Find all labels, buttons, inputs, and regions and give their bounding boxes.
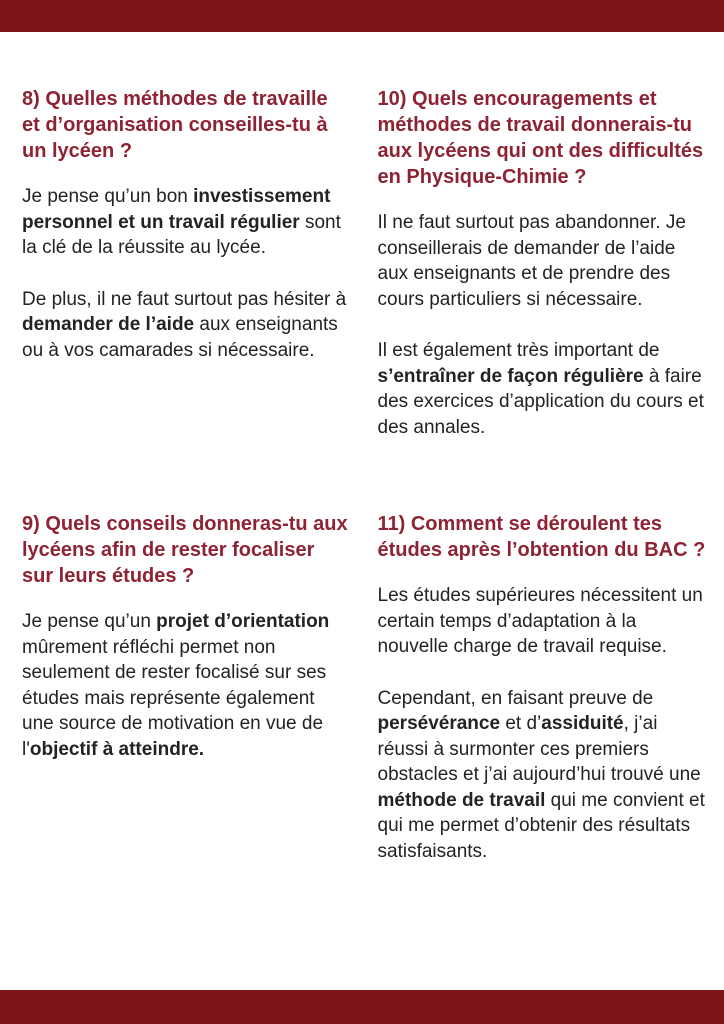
question-8-answer-paragraph-2: De plus, il ne faut surtout pas hésiter à demander de l’aide aux enseignants ou à vos camarades si nécessaire. bbox=[22, 288, 347, 361]
question-10-heading: 10) Quels encouragements et méthodes de travail donnerais-tu aux lycéens qui ont des difficultés en Physique-Chimie ? bbox=[377, 88, 704, 188]
question-11-answer-paragraph-1: Les études supérieures nécessitent un certain temps d’adaptation à la nouvelle charge de travail requise. bbox=[377, 585, 703, 657]
section-question-11 bbox=[378, 511, 707, 864]
bottom-border-band bbox=[0, 990, 724, 1024]
section-question-10 bbox=[378, 86, 707, 511]
question-8-answer-paragraph-1: Je pense qu’un bon investissement personnel et un travail régulier sont la clé de la réussite au lycée. bbox=[22, 186, 341, 258]
section-question-9 bbox=[22, 511, 351, 864]
question-10-answer-paragraph-1: Il ne faut surtout pas abandonner. Je conseillerais de demander de l’aide aux enseignants et de prendre des cours particuliers si nécessaire. bbox=[377, 212, 686, 310]
question-11-answer-paragraph-2: Cependant, en faisant preuve de persévérance et d’assiduité, j’ai réussi à surmonter ces premiers obstacles et j’ai aujourd’hui trouvé une méthode de travail qui me convient et qui me permet d’obtenir des résultats satisfaisants. bbox=[377, 687, 705, 862]
question-11-heading: 11) Comment se déroulent tes études après l’obtention du BAC ? bbox=[377, 513, 706, 561]
question-9-answer-paragraph-1: Je pense qu’un projet d’orientation mûrement réfléchi permet non seulement de rester focalisé sur ses études mais représente également une source de motivation en vue de l'objectif à atteindre. bbox=[22, 611, 330, 760]
section-question-8 bbox=[22, 86, 351, 511]
top-border-band bbox=[0, 0, 724, 32]
question-9-heading: 9) Quels conseils donneras-tu aux lycéens afin de rester focaliser sur leurs études ? bbox=[22, 513, 348, 587]
question-10-answer-paragraph-2: Il est également très important de s’entraîner de façon régulière à faire des exercices d’application du cours et des annales. bbox=[377, 340, 704, 438]
qa-grid bbox=[22, 86, 706, 864]
question-8-heading: 8) Quelles méthodes de travaille et d’organisation conseilles-tu à un lycéen ? bbox=[22, 88, 328, 162]
